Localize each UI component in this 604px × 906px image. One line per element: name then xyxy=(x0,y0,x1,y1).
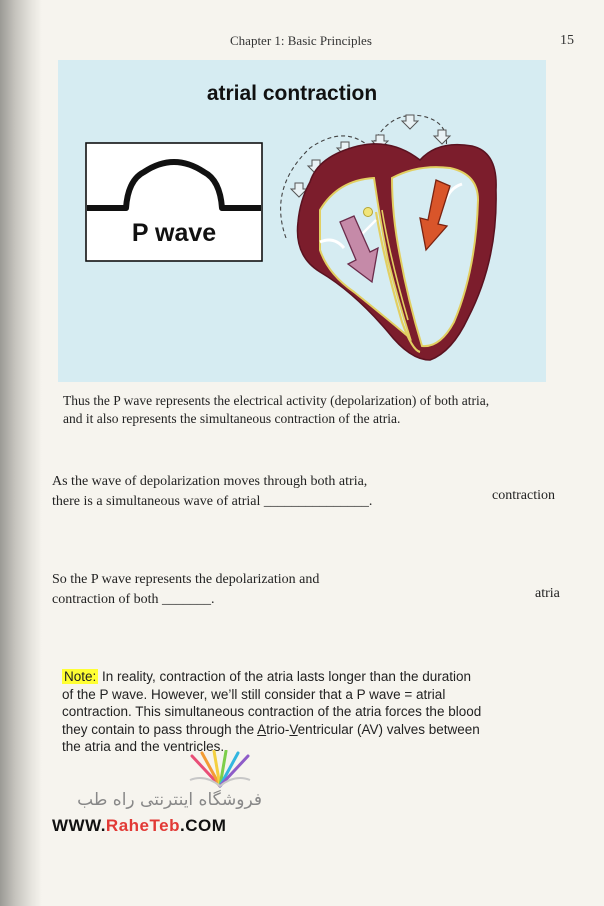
page-spine-shadow xyxy=(0,0,42,906)
note-text: entricular (AV) valves between xyxy=(297,721,480,737)
url-suffix: .COM xyxy=(179,816,227,835)
url-brand: RaheTeb xyxy=(105,816,180,835)
p-wave-label: P wave xyxy=(131,219,217,247)
watermark-url xyxy=(52,816,226,836)
av-node xyxy=(364,208,373,217)
note-line: the atria and the ventricles. xyxy=(62,739,225,754)
underlined-letter: V xyxy=(289,721,298,737)
caption-line: Thus the P wave represents the electrical activity (depolarization) of both atria, xyxy=(63,393,490,408)
watermark xyxy=(40,750,280,840)
url-prefix: WWW. xyxy=(52,816,106,835)
note-text: In reality, contraction of the atria lasts longer than the duration xyxy=(98,669,471,684)
question-line: As the wave of depolarization moves through both atria, xyxy=(52,474,368,489)
page-number: 15 xyxy=(560,33,574,48)
figure-title: atrial contraction xyxy=(206,82,378,105)
figure-caption xyxy=(63,392,533,428)
note-line xyxy=(62,668,530,686)
note-text: they contain to pass through the xyxy=(62,721,258,737)
running-head: Chapter 1: Basic Principles xyxy=(230,33,372,48)
p-wave-box xyxy=(86,143,262,261)
note-line xyxy=(62,721,530,739)
figure-illustration xyxy=(58,60,546,382)
underlined-letter: A xyxy=(257,721,267,737)
note-line: of the P wave. However, we’ll still consider that a P wave = atrial xyxy=(62,686,446,702)
book-logo-icon xyxy=(180,750,260,790)
watermark-persian-text: فروشگاه اینترنتی راه طب xyxy=(77,790,262,810)
answer-2: atria xyxy=(535,586,560,601)
answer-1: contraction xyxy=(492,488,555,503)
question-line: So the P wave represents the depolarization and xyxy=(52,572,320,587)
question-2 xyxy=(52,570,319,610)
note-paragraph xyxy=(62,668,530,756)
atrial-contraction-figure xyxy=(58,60,546,382)
note-text: trio- xyxy=(266,721,290,737)
question-line: there is a simultaneous wave of atrial _______________. xyxy=(52,494,373,509)
question-line: contraction of both _______. xyxy=(52,592,215,607)
question-1 xyxy=(52,472,372,512)
note-label: Note: xyxy=(64,669,97,684)
caption-line: and it also represents the simultaneous contraction of the atria. xyxy=(63,411,401,426)
note-line: contraction. This simultaneous contraction of the atria forces the blood xyxy=(62,704,482,719)
heart-illustration xyxy=(297,144,496,360)
